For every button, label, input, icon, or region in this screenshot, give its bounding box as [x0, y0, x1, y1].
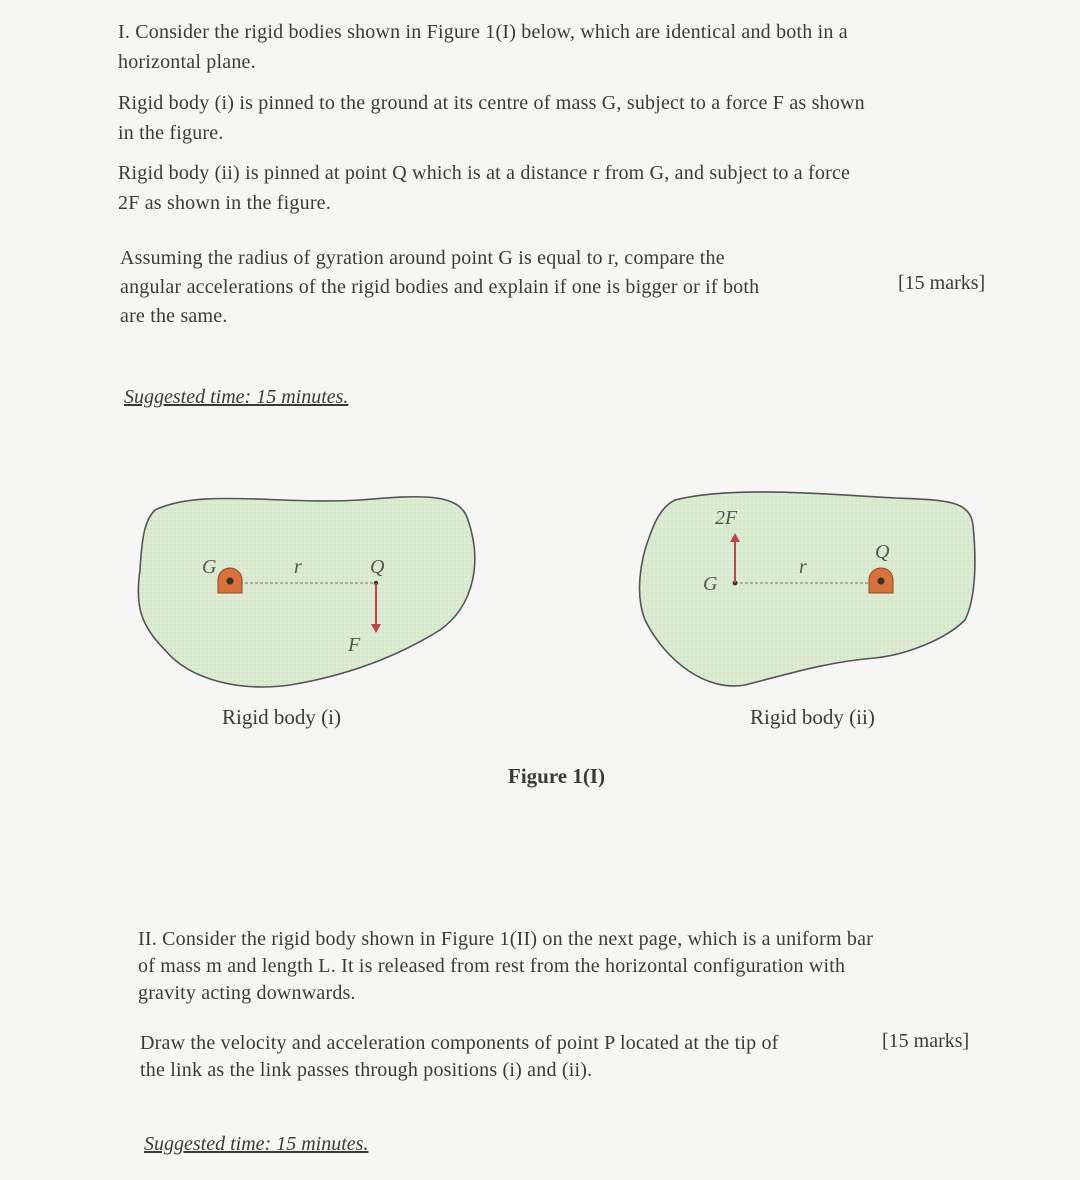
pin-g-icon	[218, 568, 242, 593]
q1-body-ii-line1: Rigid body (ii) is pinned at point Q which is at a distance r from G, and subject to a force	[118, 162, 851, 184]
q1-body-i-text	[118, 88, 1018, 148]
q1-task-line1: Assuming the radius of gyration around point G is equal to r, compare the	[120, 247, 725, 269]
q1-task-line3: are the same.	[120, 305, 228, 327]
label-r: r	[294, 556, 302, 578]
q1-marks: [15 marks]	[898, 272, 986, 294]
q1-intro	[118, 17, 1018, 77]
q1-task-line2: angular accelerations of the rigid bodies and explain if one is bigger or if both	[120, 276, 760, 298]
q2-intro-line1: II. Consider the rigid body shown in Figure 1(II) on the next page, which is a uniform bar	[138, 928, 874, 950]
q1-body-i-line1: Rigid body (i) is pinned to the ground at its centre of mass G, subject to a force F as shown	[118, 92, 865, 114]
q1-body-ii-text	[118, 158, 1018, 218]
rigid-body-ii-shape	[640, 492, 975, 686]
label-2f: 2F	[715, 507, 738, 529]
label-g: G	[202, 556, 217, 578]
rigid-body-i-figure	[130, 480, 490, 700]
q1-suggested-time: Suggested time: 15 minutes.	[124, 386, 349, 408]
rigid-body-ii-figure	[635, 480, 995, 700]
caption-rigid-body-ii: Rigid body (ii)	[750, 705, 875, 729]
label-q: Q	[370, 556, 385, 578]
q2-task-line1: Draw the velocity and acceleration components of point P located at the tip of	[140, 1032, 779, 1054]
rigid-body-i-shape	[138, 497, 475, 687]
q1-task	[120, 244, 870, 331]
caption-rigid-body-i: Rigid body (i)	[222, 705, 341, 729]
q2-suggested-time: Suggested time: 15 minutes.	[144, 1133, 369, 1155]
q2-intro	[138, 926, 978, 1007]
label-q: Q	[875, 541, 890, 563]
figure-caption: Figure 1(I)	[508, 764, 606, 788]
q2-intro-line3: gravity acting downwards.	[138, 982, 356, 1004]
label-r: r	[799, 556, 807, 578]
q2-task	[140, 1030, 870, 1084]
q2-intro-line2: of mass m and length L. It is released from rest from the horizontal configuration with	[138, 955, 846, 977]
q1-body-i-line2: in the figure.	[118, 122, 224, 144]
label-g: G	[703, 573, 718, 595]
pin-q-icon	[869, 568, 893, 593]
q2-marks: [15 marks]	[882, 1030, 970, 1052]
q1-intro-line2: horizontal plane.	[118, 51, 256, 73]
q1-intro-line1: I. Consider the rigid bodies shown in Figure 1(I) below, which are identical and both in a	[118, 21, 848, 43]
q1-body-ii-line2: 2F as shown in the figure.	[118, 192, 331, 214]
q2-task-line2: the link as the link passes through positions (i) and (ii).	[140, 1059, 593, 1081]
label-f: F	[348, 634, 361, 656]
